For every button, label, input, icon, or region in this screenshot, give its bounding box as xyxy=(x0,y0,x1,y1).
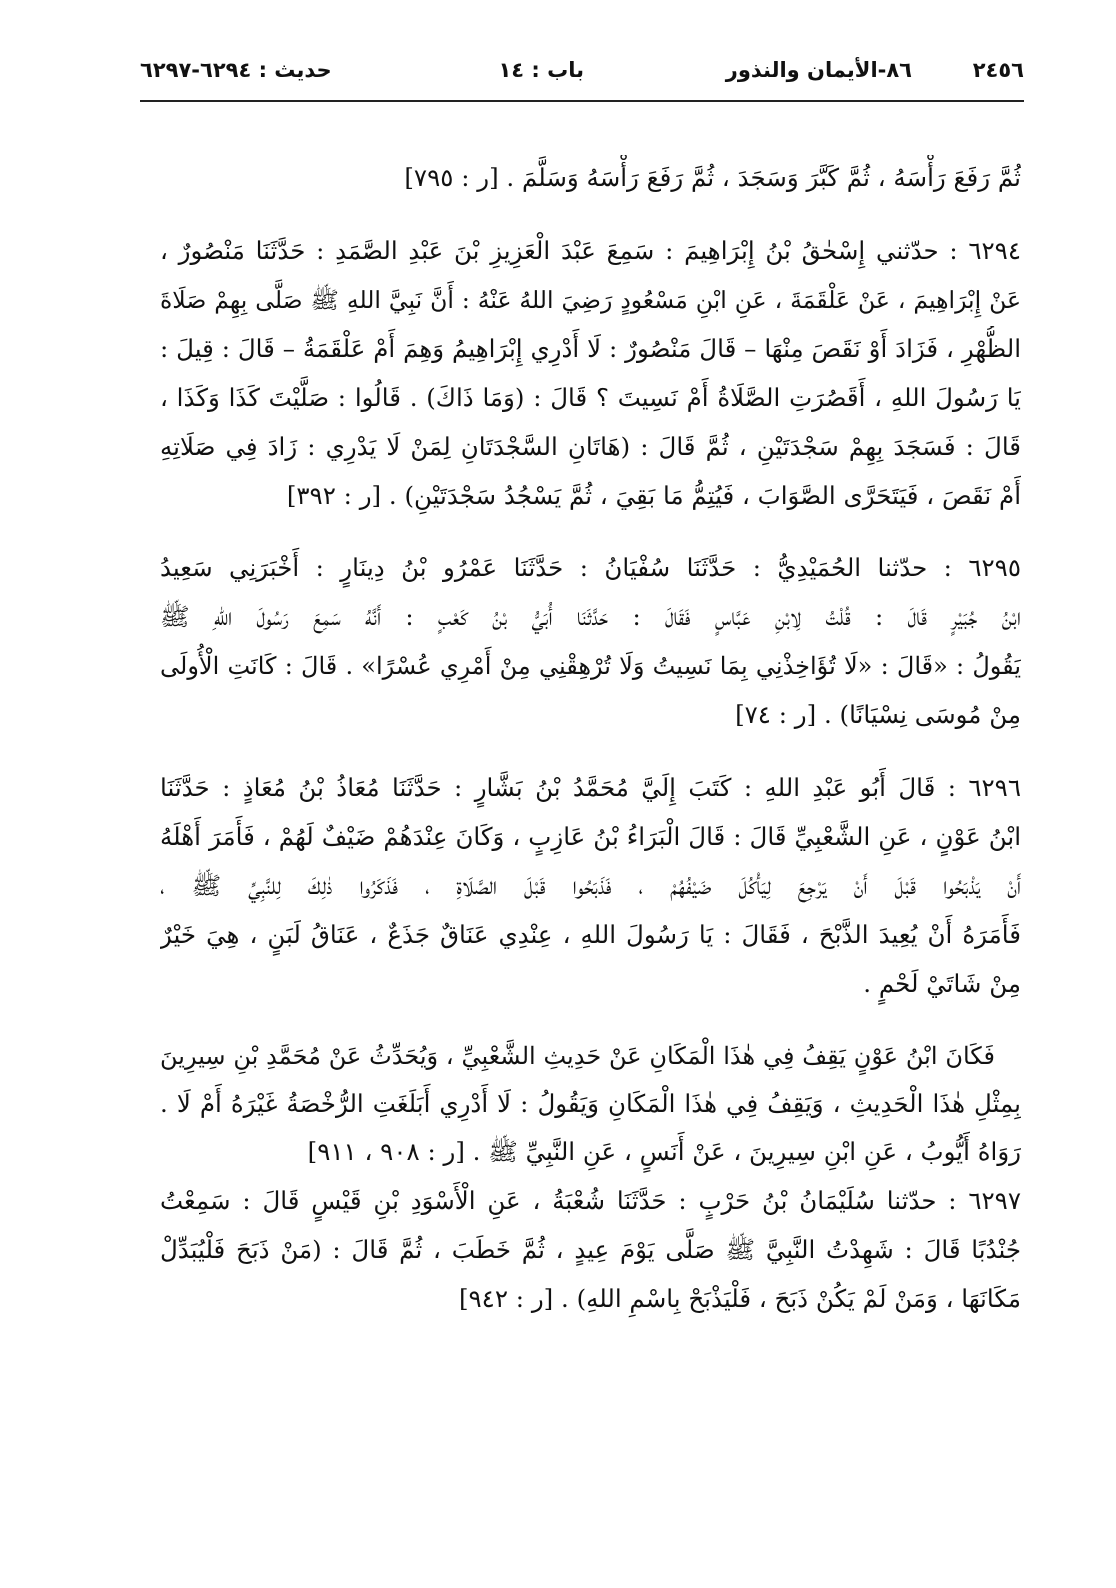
hadith-6294-line: ٦٢٩٤ : حدّثني إِسْحٰقُ بْنُ إِبْرَاهِيمَ : سَمِعَ عَبْدَ الْعَزِيزِ بْنَ عَبْدِ الصَّمَدِ : حَدَّثَنَا مَنْصُورٌ ، xyxy=(160,236,1021,265)
hadith-6296-line: فَأَمَرَهُ أَنْ يُعِيدَ الذَّبْحَ ، فَقَالَ : يَا رَسُولَ اللهِ ، عِنْدِي عَنَاقٌ جَذَعٌ ، عَنَاقُ لَبَنٍ ، هِيَ خَيْرٌ xyxy=(160,920,1021,949)
hadith-6294-line: الظُّهْرِ ، فَزَادَ أَوْ نَقَصَ مِنْهَا – قَالَ مَنْصُورٌ : لَا أَدْرِي إِبْرَاهِيمُ وَهِمَ أَمْ عَلْقَمَةُ – قَالَ : قِيلَ : xyxy=(160,334,1021,363)
hadith-6294-line: قَالَ : فَسَجَدَ بِهِمْ سَجْدَتَيْنِ ، ثُمَّ قَالَ : (هَاتَانِ السَّجْدَتَانِ لِمَنْ لَا يَدْرِي : زَادَ فِي صَلَاتِهِ xyxy=(160,432,1021,461)
commentary-line: رَوَاهُ أَيُّوبُ ، عَنِ ابْنِ سِيرِينَ ، عَنْ أَنَسٍ ، عَنِ النَّبِيِّ ﷺ . [ر : ٩٠٨ ، ٩١١] xyxy=(307,1137,1021,1166)
commentary-line: فَكَانَ ابْنُ عَوْنٍ يَقِفُ فِي هٰذَا الْمَكَانِ عَنْ حَدِيثِ الشَّعْبِيِّ ، وَيُحَدِّثُ عَنْ مُحَمَّدِ بْنِ سِيرِينَ xyxy=(160,1042,995,1070)
book-title: ٨٦-الأيمان والنذور xyxy=(725,58,912,82)
hadith-6296-line: ٦٢٩٦ : قَالَ أَبُو عَبْدِ اللهِ : كَتَبَ إِلَيَّ مُحَمَّدُ بْنُ بَشَّارٍ : حَدَّثَنَا مُعَاذُ بْنُ مُعَاذٍ : حَدَّثَنَا xyxy=(160,773,1021,802)
hadith-6294-line: أَمْ نَقَصَ ، فَيَتَحَرَّى الصَّوَابَ ، فَيُتِمُّ مَا بَقِيَ ، ثُمَّ يَسْجُدُ سَجْدَتَيْنِ) . [ر : ٣٩٢] xyxy=(286,481,1021,510)
hadith-6296-line: ابْنُ عَوْنٍ ، عَنِ الشَّعْبِيِّ قَالَ : قَالَ الْبَرَاءُ بْنُ عَازِبٍ ، وَكَانَ عِنْدَهُمْ ضَيْفٌ لَهُمْ ، فَأَمَرَ أَهْلَهُ xyxy=(160,822,1021,851)
hadith-6295-line: يَقُولُ : «قَالَ : «لَا تُؤَاخِذْنِي بِمَا نَسِيتُ وَلَا تُرْهِقْنِي مِنْ أَمْرِي عُسْرًا» . قَالَ : كَانَتِ الْأُولَى xyxy=(160,652,1021,680)
commentary-line: بِمِثْلِ هٰذَا الْحَدِيثِ ، وَيَقِفُ فِي هٰذَا الْمَكَانِ وَيَقُولُ : لَا أَدْرِي أَبَلَغَتِ الرُّخْصَةُ غَيْرَهُ أَمْ لَا . xyxy=(160,1089,1021,1118)
hadith-6295-line: ٦٢٩٥ : حدّثنا الحُمَيْدِيُّ : حَدَّثَنَا سُفْيَانُ : حَدَّثَنَا عَمْرُو بْنُ دِينَارٍ : أَخْبَرَنِي سَعِيدُ xyxy=(160,553,1021,582)
running-header xyxy=(140,52,1024,102)
hadith-6297-line: جُنْدُبًا قَالَ : شَهِدْتُ النَّبِيَّ ﷺ صَلَّى يَوْمَ عِيدٍ ، ثُمَّ خَطَبَ ، ثُمَّ قَالَ : (مَنْ ذَبَحَ فَلْيُبَدِّلْ xyxy=(160,1235,1021,1264)
hadith-6295-line: ابْنُ جُبَيْرٍ قَالَ : قُلْتُ لِابْنِ عَبَّاسٍ فَقَالَ : حَدَّثَنَا أُبَيُّ بْنُ كَعْبٍ : أَنَّهُ سَمِعَ رَسُولَ اللهِ ﷺ xyxy=(160,602,1021,631)
hadith-6294-line: عَنْ إِبْرَاهِيمَ ، عَنْ عَلْقَمَةَ ، عَنِ ابْنِ مَسْعُودٍ رَضِيَ اللهُ عَنْهُ : أَنَّ نَبِيَّ اللهِ ﷺ صَلَّى بِهِمْ صَلَاةَ xyxy=(160,286,1021,314)
hadith-6294-line: يَا رَسُولَ اللهِ ، أَقَصُرَتِ الصَّلَاةُ أَمْ نَسِيتَ ؟ قَالَ : (وَمَا ذَاكَ) . قَالُوا : صَلَّيْتَ كَذَا وَكَذَا ، xyxy=(160,383,1021,412)
hadith-range: حديث : ٦٢٩٤-٦٢٩٧ xyxy=(140,58,332,82)
chapter-label: باب : ١٤ xyxy=(498,58,584,82)
hadith-6296-line: أَنْ يَذْبَحُوا قَبْلَ أَنْ يَرْجِعَ لِيَأْكُلَ ضَيْفُهُمْ ، فَذَبَحُوا قَبْلَ الصَّلَاةِ ، فَذَكَرُوا ذٰلِكَ لِلنَّبِيِّ ﷺ ، xyxy=(160,871,1021,900)
hadith-6297-line: ٦٢٩٧ : حدّثنا سُلَيْمَانُ بْنُ حَرْبٍ : حَدَّثَنَا شُعْبَةُ ، عَنِ الْأَسْوَدِ بْنِ قَيْسٍ قَالَ : سَمِعْتُ xyxy=(160,1186,1021,1215)
hadith-6295-line: مِنْ مُوسَى نِسْيَانًا) . [ر : ٧٤] xyxy=(735,700,1021,729)
page-number: ٢٤٥٦ xyxy=(972,58,1024,82)
hadith-6297-line: مَكَانَهَا ، وَمَنْ لَمْ يَكُنْ ذَبَحَ ، فَلْيَذْبَحْ بِاسْمِ اللهِ) . [ر : ٩٤٢] xyxy=(458,1284,1021,1313)
text-line: ثُمَّ رَفَعَ رَأْسَهُ ، ثُمَّ كَبَّرَ وَسَجَدَ ، ثُمَّ رَفَعَ رَأْسَهُ وَسَلَّمَ . [ر : ٧٩٥] xyxy=(404,163,1021,192)
hadith-6296-line: مِنْ شَاتَيْ لَحْمٍ . xyxy=(863,969,1021,998)
